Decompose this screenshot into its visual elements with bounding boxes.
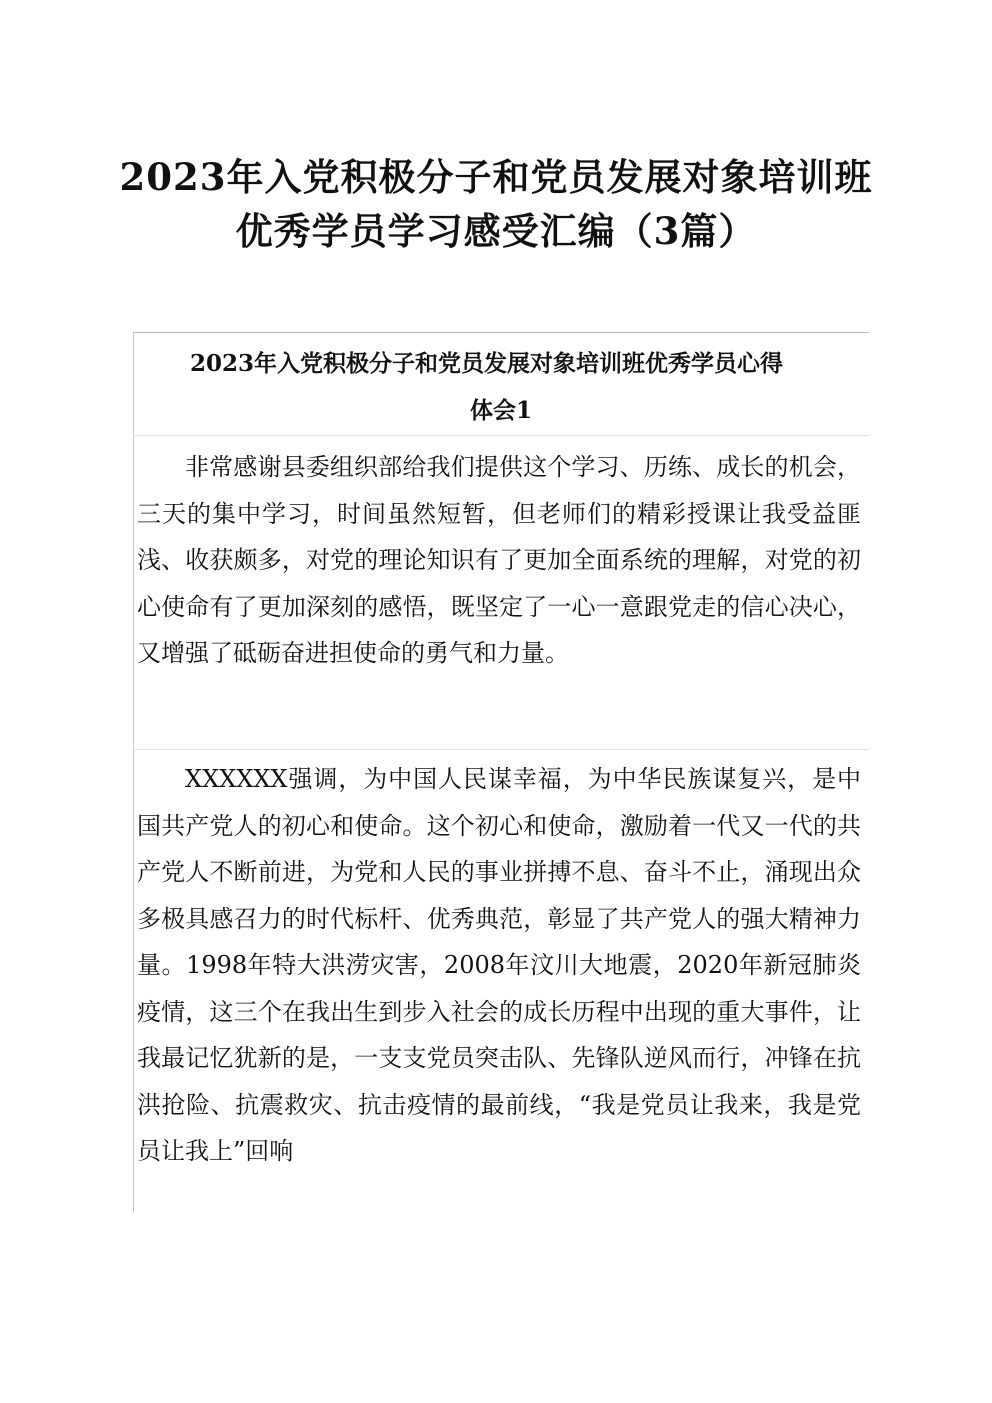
body-paragraph-2: XXXXXX强调，为中国人民谋幸福，为中华民族谋复兴，是中国共产党人的初心和使命。这个初心和使命，激励着一代又一代的共产党人不断前进，为党和人民的事业拼搏不息、奋斗不止，涌现出众多极具感召力的时代标杆、优秀典范，彰显了共产党人的强大精神力量。1998年特大洪涝灾害，2008年汶川大地震，2020年新冠肺炎疫情，这三个在我出生到步入社会的成长历程中出现的重大事件，让我最记忆犹新的是，一支支党员突击队、先锋队逆风而行，冲锋在抗洪抢险、抗震救灾、抗击疫情的最前线，“我是党员让我来，我是党员让我上”回响 bbox=[137, 765, 861, 1165]
frame-divider-heading bbox=[133, 435, 869, 436]
document-title-line-1: 2023年入党积极分子和党员发展对象培训班 bbox=[119, 155, 873, 199]
frame-top-rule bbox=[133, 332, 869, 333]
section-heading-line-2: 体会1 bbox=[469, 397, 532, 424]
body-paragraph-1: 非常感谢县委组织部给我们提供这个学习、历练、成长的机会，三天的集中学习，时间虽然短暂，但老师们的精彩授课让我受益匪浅、收获颇多，对党的理论知识有了更加全面系统的理解，对党的初心使命有了更加深刻的感悟，既坚定了一心一意跟党走的信心决心，又增强了砥砺奋进担使命的勇气和力量。 bbox=[137, 453, 861, 667]
frame-divider-paragraph bbox=[133, 749, 869, 750]
document-title-line-2: 优秀学员学习感受汇编（3篇） bbox=[235, 209, 757, 253]
section-heading-line-1: 2023年入党积极分子和党员发展对象培训班优秀学员心得 bbox=[190, 350, 784, 377]
frame-left-rule bbox=[133, 332, 134, 1212]
document-title bbox=[60, 150, 932, 258]
section-heading bbox=[133, 340, 869, 434]
